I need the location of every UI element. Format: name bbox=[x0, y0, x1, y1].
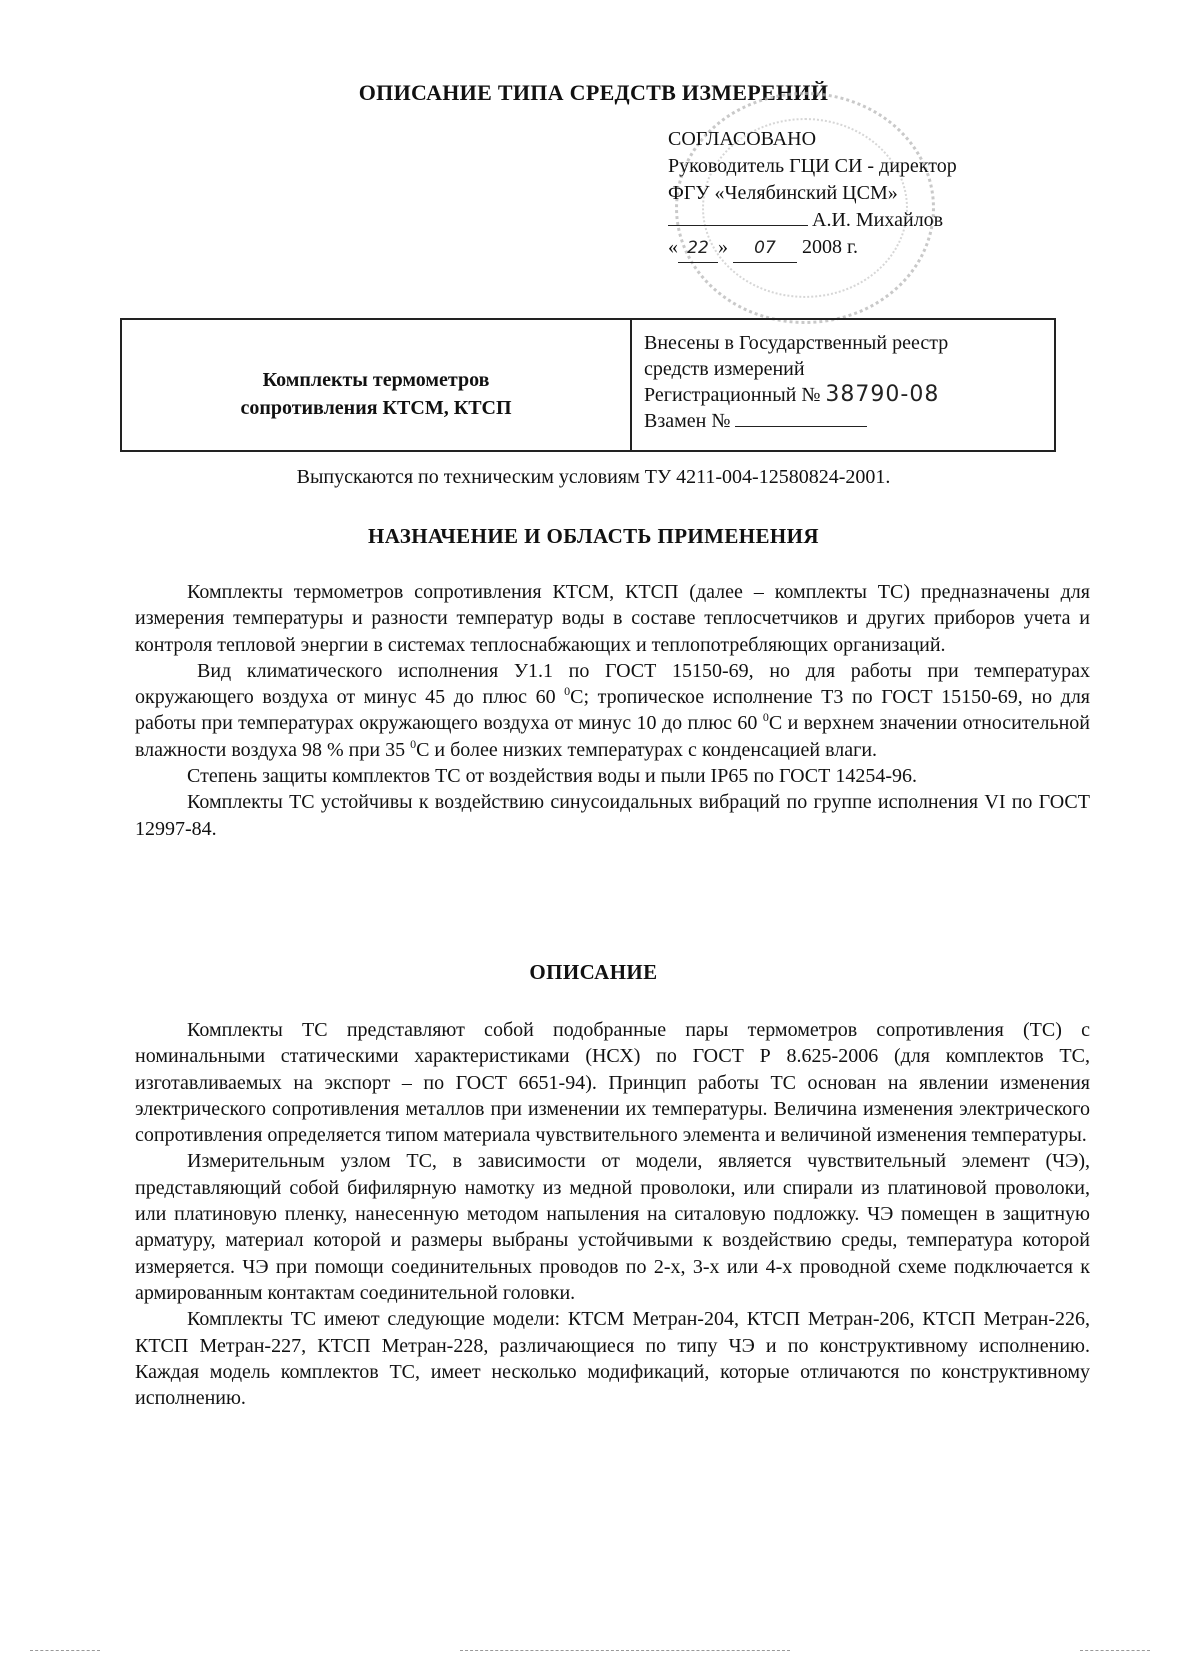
purpose-p2-part-d: С и более низких температурах с конденсацией влаги. bbox=[416, 738, 878, 761]
approval-position: Руководитель ГЦИ СИ - директор bbox=[668, 155, 957, 177]
approval-organization: ФГУ «Челябинский ЦСМ» bbox=[668, 182, 898, 204]
signature-line bbox=[668, 207, 808, 226]
approval-heading: СОГЛАСОВАНО bbox=[668, 128, 817, 150]
purpose-paragraph-2 bbox=[135, 658, 1090, 763]
purpose-p2-part-b: С; тропическое исполнение Т3 по ГОСТ 15150-69, но для работы при температурах окружающего воздуха от минус 10 до плюс 60 bbox=[135, 686, 1090, 735]
approval-block bbox=[668, 126, 1028, 263]
technical-conditions-line: Выпускаются по техническим условиям ТУ 4211-004-12580824-2001. bbox=[296, 466, 891, 488]
degree-sup: 0 bbox=[564, 684, 571, 699]
product-name-line2: сопротивления КТСМ, КТСП bbox=[240, 397, 512, 419]
degree-sup: 0 bbox=[410, 736, 417, 751]
approval-date-month: 07 bbox=[733, 235, 797, 263]
product-name-line1: Комплекты термометров bbox=[262, 369, 490, 391]
registry-number-row bbox=[644, 382, 1042, 408]
approval-date-row: « 22 » 07 2008 г. bbox=[668, 234, 1028, 263]
purpose-heading: НАЗНАЧЕНИЕ И ОБЛАСТЬ ПРИМЕНЕНИЯ bbox=[368, 524, 819, 548]
purpose-paragraph-3: Степень защиты комплектов ТС от воздействия воды и пыли IP65 по ГОСТ 14254-96. bbox=[187, 765, 917, 788]
product-name-cell bbox=[122, 320, 632, 450]
registry-info-cell bbox=[632, 320, 1054, 450]
approval-signature-row bbox=[668, 207, 1028, 234]
purpose-p2-part-a: Вид климатического исполнения У1.1 по ГОСТ 15150-69, но для работы при температурах окружающего воздуха от минус 45 до плюс 60 bbox=[135, 659, 1090, 709]
purpose-section bbox=[135, 579, 1090, 842]
approval-signatory: А.И. Михайлов bbox=[812, 209, 944, 231]
registry-entered-line1: Внесены в Государственный реестр bbox=[644, 332, 949, 354]
description-section bbox=[135, 1017, 1090, 1411]
purpose-paragraph-4: Комплекты ТС устойчивы к воздействию синусоидальных вибраций по группе исполнения VI по ГОСТ 12997-84. bbox=[135, 791, 1090, 840]
registry-replaces-label: Взамен № bbox=[644, 410, 731, 432]
registry-number-label: Регистрационный № bbox=[644, 384, 821, 406]
description-paragraph-2: Измерительным узлом ТС, в зависимости от модели, является чувствительный элемент (ЧЭ), представляющий собой бифилярную намотку из медной проволоки, или спирали из платиновой проволоки, или платиновую пленку, нанесенную методом напыления на ситаловую подложку. ЧЭ помещен в защитную арматуру, материал которой и размеры выбраны устойчивыми к воздействию среды, температура которой измеряется. ЧЭ при помощи соединительных проводов по 2-х, 3-х или 4-х проводной схеме подключается к армированным контактам соединительной головки. bbox=[135, 1150, 1090, 1304]
description-heading: ОПИСАНИЕ bbox=[529, 960, 658, 984]
description-paragraph-1: Комплекты ТС представляют собой подобранные пары термометров сопротивления (ТС) с номинальными статическими характеристиками (НСХ) по ГОСТ Р 8.625-2006 (для комплектов ТС, изготавливаемых на экспорт – по ГОСТ 6651-94). Принцип работы ТС основан на явлении изменения электрического сопротивления металлов при изменении их температуры. Величина изменения электрического сопротивления определяется типом материала чувствительного элемента и величиной изменения температуры. bbox=[135, 1019, 1090, 1147]
registry-replaces-row bbox=[644, 408, 1042, 434]
scan-edge-mark bbox=[30, 1650, 100, 1651]
registry-replaces-blank bbox=[735, 408, 867, 427]
purpose-paragraph-1: Комплекты термометров сопротивления КТСМ, КТСП (далее – комплекты ТС) предназначены для измерения температуры и разности температур воды в составе теплосчетчиков и других приборов учета и контроля тепловой энергии в системах теплоснабжающих и теплопотребляющих организаций. bbox=[135, 581, 1090, 656]
registry-table bbox=[120, 318, 1056, 452]
scan-edge-mark bbox=[1080, 1650, 1150, 1651]
degree-sup: 0 bbox=[762, 710, 769, 725]
description-paragraph-3: Комплекты ТС имеют следующие модели: КТСМ Метран-204, КТСП Метран-206, КТСП Метран-226, КТСП Метран-227, КТСП Метран-228, различающиеся по типу ЧЭ и по конструктивному исполнению. Каждая модель комплектов ТС, имеет несколько модификаций, которые отличаются по конструктивному исполнению. bbox=[135, 1308, 1090, 1410]
purpose-p2-part-c: С и верхнем значении относительной влажности воздуха 98 % при 35 bbox=[135, 712, 1090, 761]
approval-date-day: 22 bbox=[678, 235, 718, 263]
approval-date-year: 2008 г. bbox=[802, 236, 858, 258]
registry-entered-line2: средств измерений bbox=[644, 358, 805, 380]
registry-number-value: 38790-08 bbox=[825, 382, 940, 407]
scan-edge-mark bbox=[460, 1650, 790, 1651]
document-title: ОПИСАНИЕ ТИПА СРЕДСТВ ИЗМЕРЕНИЙ bbox=[358, 80, 829, 105]
